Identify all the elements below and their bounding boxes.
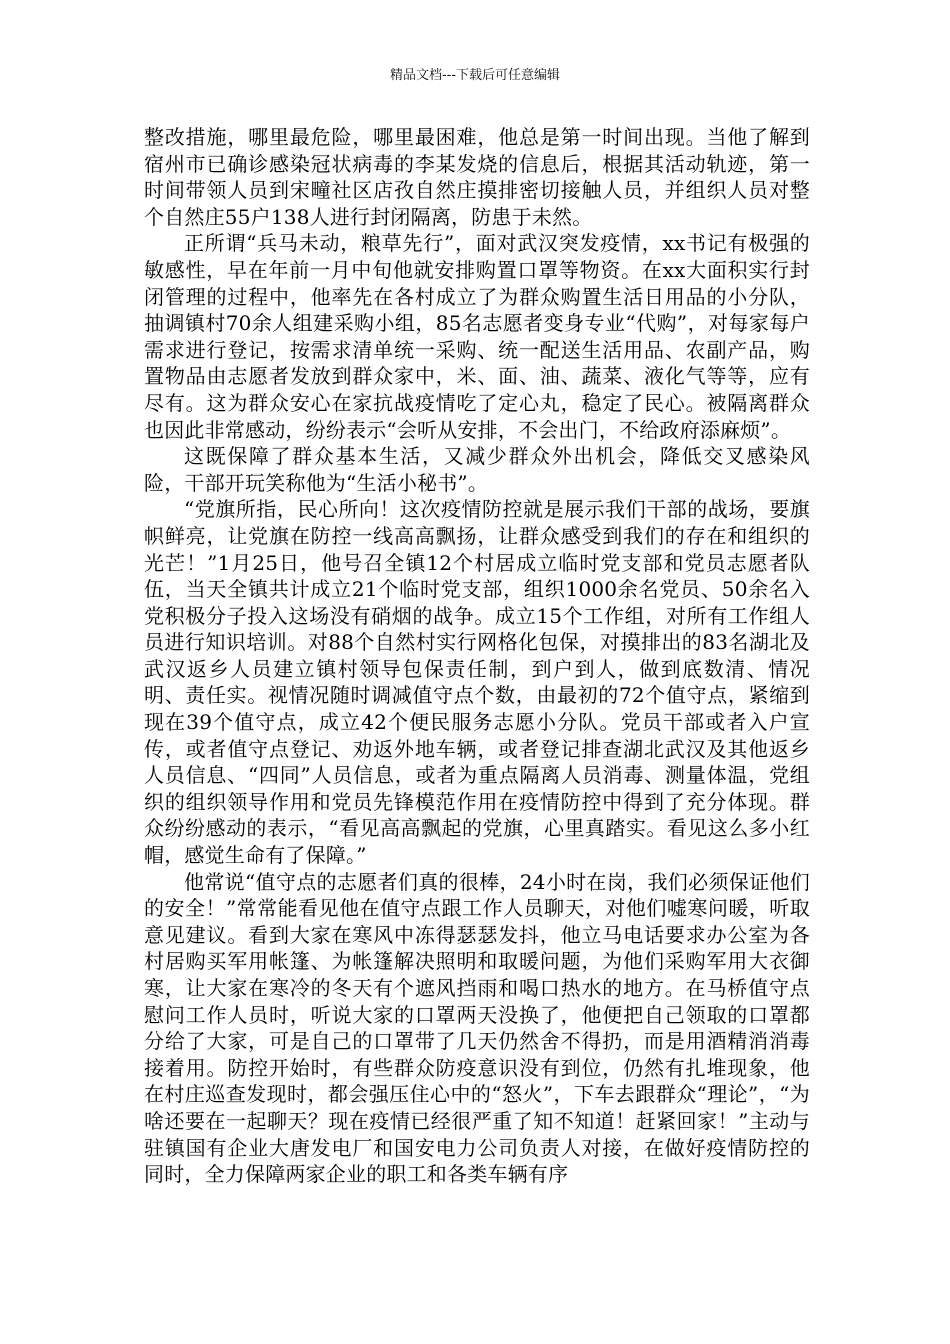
document-body [144, 124, 810, 1188]
paragraph-1: 整改措施，哪里最危险，哪里最困难，他总是第一时间出现。当他了解到宿州市已确诊感染冠状病毒的李某发烧的信息后，根据其活动轨迹，第一时间带领人员到宋疃社区店孜自然庄摸排密切接触人员，并组织人员对整个自然庄55户138人进行封闭隔离，防患于未然。 [144, 125, 810, 229]
paragraph-3: 这既保障了群众基本生活，又减少群众外出机会，降低交叉感染风险，干部开玩笑称他为“生活小秘书”。 [144, 444, 810, 495]
page-header: 精品文档---下载后可任意编辑 [389, 68, 561, 83]
paragraph-2: 正所谓“兵马未动，粮草先行”，面对武汉突发疫情，xx书记有极强的敏感性，早在年前一月中旬他就安排购置口罩等物资。在xx大面积实行封闭管理的过程中，他率先在各村成立了为群众购置生活日用品的小分队，抽调镇村70余人组建采购小组，85名志愿者变身专业“代购”，对每家每户需求进行登记，按需求清单统一采购、统一配送生活用品、农副产品，购置物品由志愿者发放到群众家中，米、面、油、蔬菜、液化气等等，应有尽有。这为群众安心在家抗战疫情吃了定心丸，稳定了民心。被隔离群众也因此非常感动，纷纷表示“会听从安排，不会出门，不给政府添麻烦”。 [144, 231, 810, 442]
paragraph-4: “党旗所指，民心所向！这次疫情防控就是展示我们干部的战场，要旗帜鲜亮，让党旗在防控一线高高飘扬，让群众感受到我们的存在和组织的光芒！”1月25日，他号召全镇12个村居成立临时党支部和党员志愿者队伍，当天全镇共计成立21个临时党支部，组织1000余名党员、50余名入党积极分子投入这场没有硝烟的战争。成立15个工作组，对所有工作组人员进行知识培训。对88个自然村实行网格化包保，对摸排出的83名湖北及武汉返乡人员建立镇村领导包保责任制，到户到人，做到底数清、情况明、责任实。视情况随时调减值守点个数，由最初的72个值守点，紧缩到现在39个值守点，成立42个便民服务志愿小分队。党员干部或者入户宣传，或者值守点登记、劝返外地车辆，或者登记排查湖北武汉及其他返乡人员信息、“四同”人员信息，或者为重点隔离人员消毒、测量体温，党组织的组织领导作用和党员先锋模范作用在疫情防控中得到了充分体现。群众纷纷感动的表示，“看见高高飘起的党旗，心里真踏实。看见这么多小红帽，感觉生命有了保障。” [144, 497, 810, 868]
paragraph-5: 他常说“值守点的志愿者们真的很棒，24小时在岗，我们必须保证他们的安全！”常常能看见他在值守点跟工作人员聊天，对他们嘘寒问暖，听取意见建议。看到大家在寒风中冻得瑟瑟发抖，他立马电话要求办公室为各村居购买军用帐篷、为帐篷解决照明和取暖问题，为他们采购军用大衣御寒，让大家在寒冷的冬天有个遮风挡雨和喝口热水的地方。在马桥值守点慰问工作人员时，听说大家的口罩两天没换了，他便把自己领取的口罩都分给了大家，可是自己的口罩带了几天仍然舍不得扔，而是用酒精消消毒接着用。防控开始时，有些群众防疫意识没有到位，仍然有扎堆现象，他在村庄巡查发现时，都会强压住心中的“怒火”，下车去跟群众“理论”，“为啥还要在一起聊天？现在疫情已经很严重了知不知道！赶紧回家！”主动与驻镇国有企业大唐发电厂和国安电力公司负责人对接，在做好疫情防控的同时，全力保障两家企业的职工和各类车辆有序 [144, 869, 810, 1187]
